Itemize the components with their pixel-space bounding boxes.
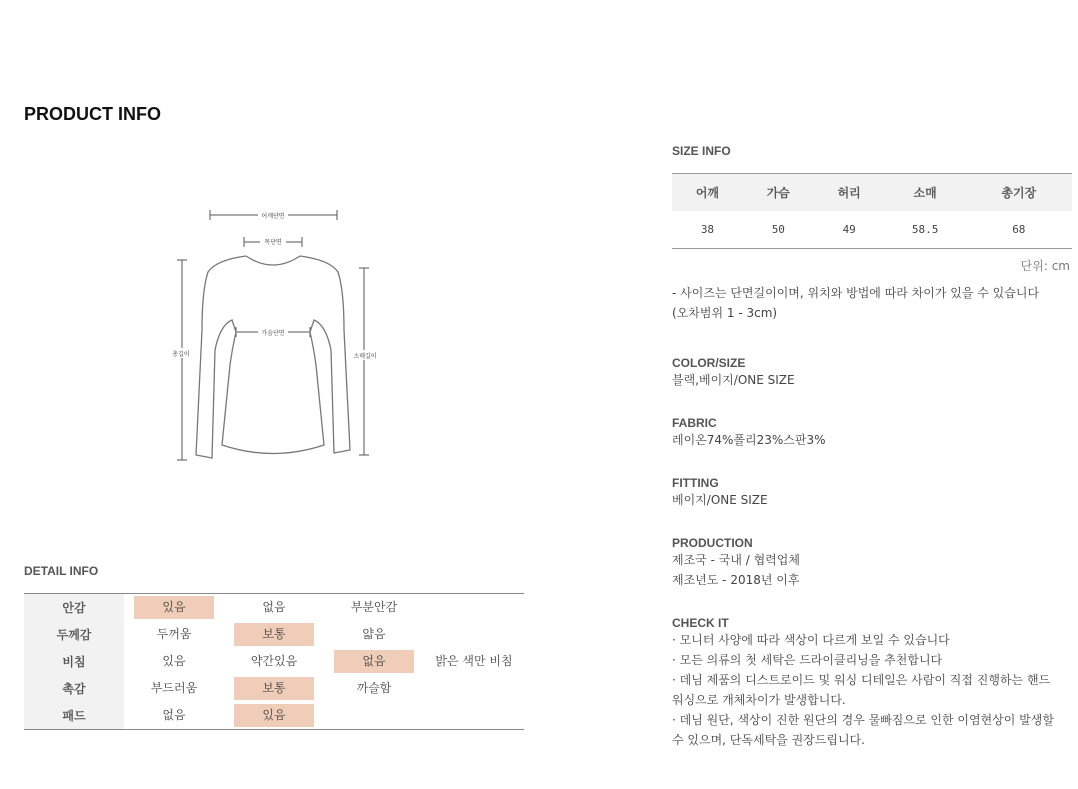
detail-option: 얇음 <box>362 627 386 641</box>
length-label: 총길이 <box>172 351 190 358</box>
detail-row <box>24 594 524 622</box>
detail-option <box>424 676 524 699</box>
detail-info-heading: DETAIL INFO <box>24 564 99 578</box>
color-size-text: 블랙,베이지/ONE SIZE <box>672 373 795 387</box>
detail-option: 약간있음 <box>250 654 298 668</box>
detail-option: 두꺼움 <box>156 627 192 641</box>
detail-option-cell <box>324 702 424 730</box>
production-line-2: 제조년도 - 2018년 이후 <box>672 573 800 587</box>
detail-option-cell <box>324 621 424 648</box>
fabric-section <box>672 416 826 450</box>
check-it-line-4: 워싱으로 개체차이가 발생합니다. <box>672 693 846 707</box>
size-note-line-2: (오차범위 1 - 3cm) <box>672 306 778 320</box>
detail-info-table <box>24 593 524 730</box>
check-it-heading: CHECK IT <box>672 616 729 630</box>
fabric-heading: FABRIC <box>672 416 717 430</box>
detail-option: 없음 <box>262 600 286 614</box>
detail-option: 있음 <box>162 654 186 668</box>
size-info-heading: SIZE INFO <box>672 144 731 158</box>
shoulder-label: 어깨단면 <box>261 213 285 220</box>
detail-option-selected: 보통 <box>234 677 314 700</box>
size-info-table <box>672 173 1072 249</box>
detail-row-label: 안감 <box>24 594 124 622</box>
detail-option: 밝은 색만 비침 <box>435 654 513 668</box>
size-note-line-1: - 사이즈는 단면길이이며, 위치와 방법에 따라 차이가 있을 수 있습니다 <box>672 286 1040 300</box>
detail-option-selected: 있음 <box>234 704 314 727</box>
size-header-cell: 어깨 <box>672 174 743 212</box>
detail-option-cell <box>424 648 524 675</box>
detail-row-label: 두께감 <box>24 621 124 648</box>
size-value-cell: 38 <box>672 211 743 249</box>
detail-option-selected: 없음 <box>334 650 414 673</box>
size-value-cell: 49 <box>814 211 885 249</box>
detail-option <box>334 703 414 726</box>
check-it-line-5: · 데님 원단, 색상이 진한 원단의 경우 물빠짐으로 인한 이염현상이 발생할 <box>672 713 1054 727</box>
detail-option-cell <box>324 675 424 702</box>
fitting-heading: FITTING <box>672 476 719 490</box>
detail-option-cell <box>324 648 424 675</box>
detail-row <box>24 621 524 648</box>
size-unit: 단위: cm <box>1020 259 1070 273</box>
size-header-cell: 가슴 <box>743 174 814 212</box>
detail-row-label: 패드 <box>24 702 124 730</box>
detail-option-cell <box>124 621 224 648</box>
detail-option <box>424 703 524 726</box>
fitting-section <box>672 476 768 510</box>
detail-row-label: 촉감 <box>24 675 124 702</box>
detail-option-selected: 보통 <box>234 623 314 646</box>
size-value-cell: 68 <box>966 211 1072 249</box>
check-it-line-2: · 모든 의류의 첫 세탁은 드라이클리닝을 추천합니다 <box>672 653 943 667</box>
production-section <box>672 536 800 590</box>
fitting-text: 베이지/ONE SIZE <box>672 493 768 507</box>
page-title: PRODUCT INFO <box>24 104 161 124</box>
detail-option <box>424 622 524 645</box>
detail-option <box>424 595 524 618</box>
production-heading: PRODUCTION <box>672 536 753 550</box>
detail-row-label: 비침 <box>24 648 124 675</box>
detail-option-cell <box>224 675 324 702</box>
detail-option-cell <box>224 648 324 675</box>
detail-option-cell <box>124 594 224 622</box>
detail-option-cell <box>124 648 224 675</box>
check-it-line-6: 수 있으며, 단독세탁을 권장드립니다. <box>672 733 865 747</box>
production-line-1: 제조국 - 국내 / 협력업체 <box>672 553 800 567</box>
detail-option-cell <box>424 621 524 648</box>
detail-option-cell <box>124 702 224 730</box>
size-header-cell: 소매 <box>885 174 966 212</box>
color-size-section <box>672 356 795 390</box>
detail-option-cell <box>324 594 424 622</box>
detail-option-cell <box>224 702 324 730</box>
detail-row <box>24 648 524 675</box>
size-value-cell: 50 <box>743 211 814 249</box>
sleeve-label: 소매길이 <box>353 353 377 360</box>
detail-option-cell <box>124 675 224 702</box>
size-note <box>672 283 1039 323</box>
detail-option: 없음 <box>162 708 186 722</box>
fabric-text: 레이온74%폴리23%스판3% <box>672 433 826 447</box>
detail-option-selected: 있음 <box>134 596 214 619</box>
chest-label: 가슴단면 <box>261 330 285 337</box>
size-header-cell: 총기장 <box>966 174 1072 212</box>
detail-option: 까슬함 <box>356 681 392 695</box>
detail-option-cell <box>424 675 524 702</box>
detail-option: 부분안감 <box>350 600 398 614</box>
size-header-cell: 허리 <box>814 174 885 212</box>
neck-label: 목단면 <box>264 239 282 246</box>
garment-size-diagram <box>160 200 390 470</box>
check-it-section <box>672 616 1076 750</box>
detail-option-cell <box>424 594 524 622</box>
size-value-cell: 58.5 <box>885 211 966 249</box>
detail-row <box>24 702 524 730</box>
check-it-line-1: · 모니터 사양에 따라 색상이 다르게 보일 수 있습니다 <box>672 633 950 647</box>
detail-option-cell <box>424 702 524 730</box>
color-size-heading: COLOR/SIZE <box>672 356 746 370</box>
detail-option-cell <box>224 594 324 622</box>
detail-option: 부드러움 <box>150 681 198 695</box>
detail-row <box>24 675 524 702</box>
garment-outline <box>196 256 350 458</box>
detail-option-cell <box>224 621 324 648</box>
check-it-line-3: · 데님 제품의 디스트로이드 및 워싱 디테일은 사람이 직접 진행하는 핸드 <box>672 673 1051 687</box>
